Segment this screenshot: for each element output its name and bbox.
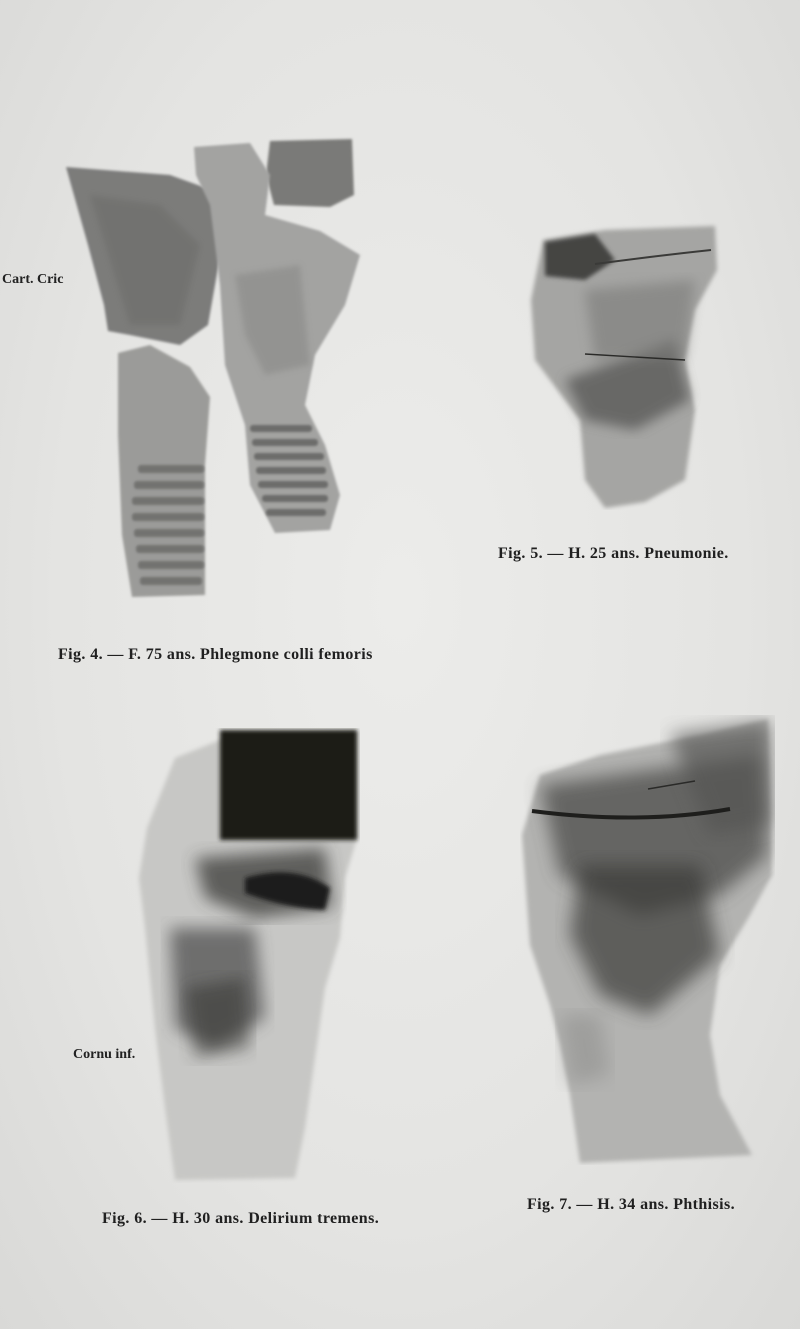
figure-6-image (135, 728, 360, 1183)
figure-7-caption: Fig. 7. — H. 34 ans. Phthisis. (527, 1196, 736, 1213)
figure-4-image (60, 135, 370, 605)
figure-5-caption: Fig. 5. — H. 25 ans. Pneumonie. (498, 545, 729, 562)
figure-7-image (520, 715, 775, 1165)
figure-6-label-cornu-inf: Cornu inf. (73, 1047, 136, 1062)
figure-4-caption: Fig. 4. — F. 75 ans. Phlegmone colli femoris (58, 646, 373, 663)
figure-6-caption: Fig. 6. — H. 30 ans. Delirium tremens. (102, 1210, 380, 1227)
figure-5-image (525, 220, 725, 510)
figure-4-label-cart-cric: Cart. Cric (2, 272, 64, 287)
